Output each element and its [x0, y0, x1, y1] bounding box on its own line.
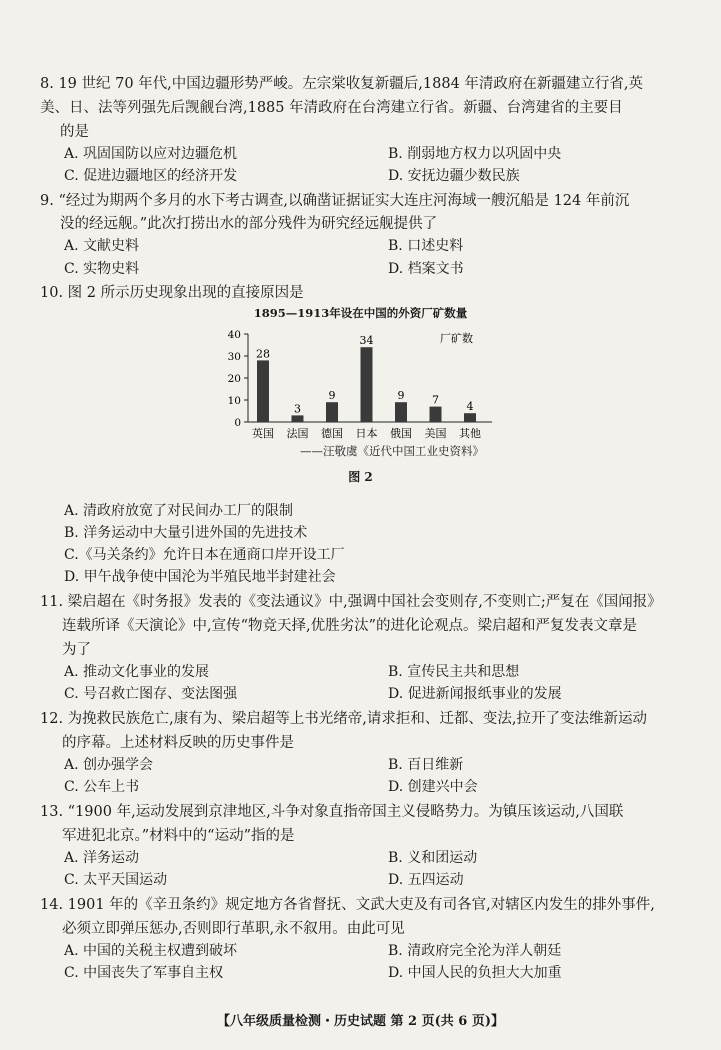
question-8-stem-line2: 美、日、法等列强先后觊觎台湾,1885 年清政府在台湾建立行省。新疆、台湾建省的主要目	[40, 100, 623, 116]
question-12-option-c: C. 公车上书	[64, 779, 140, 795]
x-category-label: 美国	[424, 427, 447, 440]
y-tick-label: 10	[227, 395, 241, 407]
question-11-stem-line1: 11. 梁启超在《时务报》发表的《变法通议》中,强调中国社会变则存,不变则亡;严复在《国闻报》	[40, 594, 662, 610]
question-9-option-c: C. 实物史料	[64, 261, 140, 277]
question-13-option-c: C. 太平天国运动	[64, 872, 168, 888]
x-category-label: 英国	[252, 427, 274, 440]
y-tick-label: 0	[234, 417, 241, 429]
bar-4	[395, 402, 407, 422]
question-9-stem-line1: 9. “经过为期两个多月的水下考古调查,以确凿证据证实大连庄河海域一艘沉船是 124 年前沉	[40, 193, 630, 209]
x-category-label: 其他	[459, 427, 481, 440]
bar-1	[292, 415, 304, 422]
chart-ticks	[228, 329, 248, 429]
bar-2	[326, 402, 338, 422]
y-tick-label: 40	[227, 329, 241, 341]
question-14-option-c: C. 中国丧失了军事自主权	[64, 965, 224, 981]
question-12-stem-line1: 12. 为挽救民族危亡,康有为、梁启超等上书光绪帝,请求拒和、迁都、变法,拉开了变法维新运动	[40, 711, 647, 727]
question-8-stem-line1: 8. 19 世纪 70 年代,中国边疆形势严峻。左宗棠收复新疆后,1884 年清政府在新疆建立行省,英	[40, 76, 644, 92]
question-13-option-a: A. 洋务运动	[64, 850, 140, 866]
question-8-option-c: C. 促进边疆地区的经济开发	[64, 168, 238, 184]
question-10-stem: 10. 图 2 所示历史现象出现的直接原因是	[40, 285, 304, 301]
x-category-label: 俄国	[390, 427, 412, 440]
question-12-stem-line2: 的序幕。上述材料反映的历史事件是	[62, 735, 294, 751]
question-14-option-b: B. 清政府完全沦为洋人朝廷	[388, 943, 562, 959]
figure-label: 图 2	[348, 470, 373, 484]
question-8-option-a: A. 巩固国防以应对边疆危机	[64, 146, 238, 162]
question-9-stem-line2: 没的经远舰。”此次打捞出水的部分残件为研究经远舰提供了	[60, 216, 438, 232]
x-category-label: 日本	[355, 427, 378, 440]
question-10-option-b: B. 洋务运动中大量引进外国的先进技术	[64, 525, 308, 541]
chart-bars	[252, 334, 481, 440]
bar-5	[430, 407, 442, 422]
question-11-stem-line2: 连载所译《天演论》中,宣传“物竞天择,优胜劣汰”的进化论观点。梁启超和严复发表文章是	[62, 618, 638, 634]
x-category-label: 法国	[286, 427, 309, 440]
bar-3	[361, 347, 373, 422]
bar-value-label: 28	[256, 347, 270, 361]
question-12-option-a: A. 创办强学会	[64, 757, 154, 773]
y-tick-label: 20	[227, 373, 241, 385]
question-8-option-d: D. 安抚边疆少数民族	[388, 168, 520, 184]
page-footer: 【八年级质量检测・历史试题 第 2 页(共 6 页)】	[216, 1014, 505, 1029]
question-12-option-d: D. 创建兴中会	[388, 779, 478, 795]
chart-title: 1895—1913年设在中国的外资厂矿数量	[253, 306, 468, 320]
question-12-option-b: B. 百日维新	[388, 757, 464, 773]
bar-value-label: 3	[294, 402, 301, 416]
question-14-stem-line1: 14. 1901 年的《辛丑条约》规定地方各省督抚、文武大吏及有司各官,对辖区内发生的排外事件,	[40, 897, 655, 913]
bar-0	[257, 360, 269, 422]
question-13-option-b: B. 义和团运动	[388, 850, 478, 866]
question-11-option-c: C. 号召救亡图存、变法图强	[64, 686, 238, 702]
question-11-option-d: D. 促进新闻报纸事业的发展	[388, 686, 562, 702]
question-8-stem-line3: 的是	[60, 124, 89, 140]
question-14-option-a: A. 中国的关税主权遭到破坏	[64, 943, 238, 959]
bar-value-label: 7	[432, 393, 439, 407]
question-13-stem-line2: 军进犯北京。”材料中的“运动”指的是	[62, 828, 295, 844]
question-10-option-c: C.《马关条约》允许日本在通商口岸开设工厂	[64, 547, 345, 563]
y-axis-label: 厂矿数	[440, 332, 473, 345]
question-8-option-b: B. 削弱地方权力以巩固中央	[388, 146, 562, 162]
bar-value-label: 4	[466, 400, 474, 414]
x-category-label: 德国	[321, 427, 343, 440]
chart-source: ——汪敬虞《近代中国工业史资料》	[300, 444, 484, 458]
bar-value-label: 9	[397, 389, 405, 403]
question-9-option-b: B. 口述史料	[388, 238, 464, 254]
question-11-option-a: A. 推动文化事业的发展	[64, 664, 210, 680]
question-9-option-d: D. 档案文书	[388, 261, 464, 277]
question-9-option-a: A. 文献史料	[64, 238, 140, 254]
y-tick-label: 30	[227, 351, 241, 363]
bar-value-label: 9	[328, 389, 336, 403]
question-13-stem-line1: 13. “1900 年,运动发展到京津地区,斗争对象直指帝国主义侵略势力。为镇压该运动,八国联	[40, 804, 624, 820]
question-13-option-d: D. 五四运动	[388, 872, 464, 888]
question-14-option-d: D. 中国人民的负担大大加重	[388, 965, 562, 981]
question-11-stem-line3: 为了	[62, 642, 91, 658]
question-10-option-d: D. 甲午战争使中国沦为半殖民地半封建社会	[64, 569, 336, 585]
question-14-stem-line2: 必须立即弹压惩办,否则即行革职,永不叙用。由此可见	[62, 921, 405, 937]
question-10-option-a: A. 清政府放宽了对民间办工厂的限制	[64, 503, 294, 519]
bar-value-label: 34	[359, 334, 374, 348]
question-11-option-b: B. 宣传民主共和思想	[388, 664, 520, 680]
bar-6	[464, 413, 476, 422]
